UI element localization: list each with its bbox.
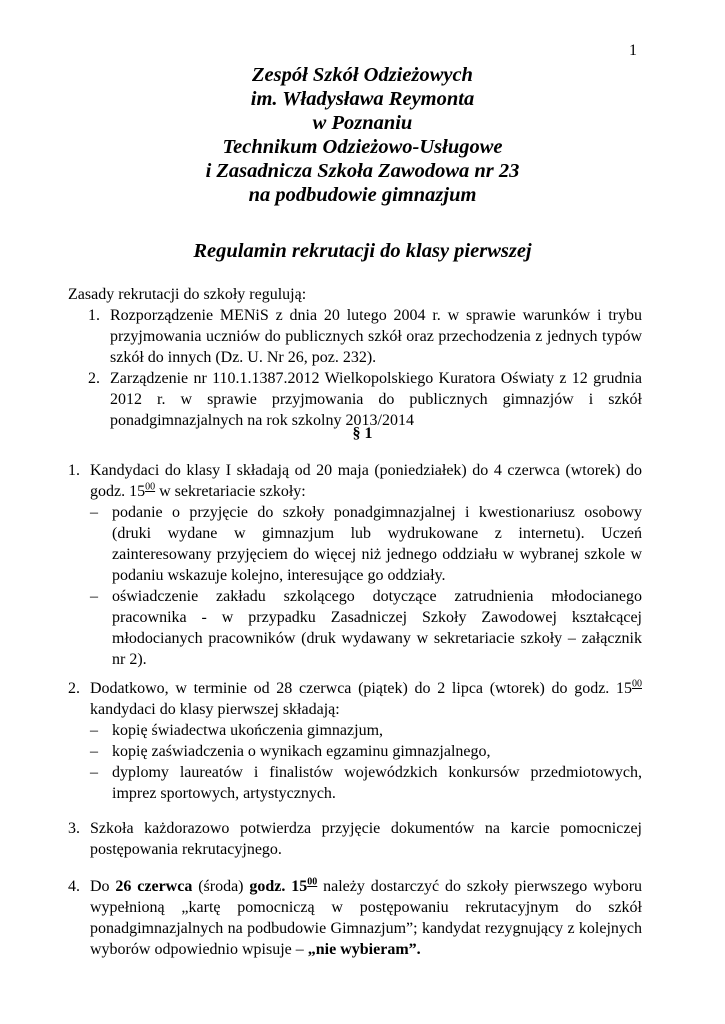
list-item [90, 762, 642, 804]
list-item [88, 305, 642, 368]
paragraph-4 [68, 876, 642, 960]
list-item [90, 502, 642, 586]
dash-bullet-icon: – [90, 504, 98, 521]
intro-list [88, 305, 642, 431]
bullet-list [90, 502, 642, 670]
text-part: kandydaci do klasy pierwszej składają: [90, 701, 340, 718]
school-header [0, 63, 725, 207]
list-item-number: 1. [88, 307, 100, 324]
dash-bullet-icon: – [90, 764, 98, 781]
bold-phrase: „nie wybieram”. [307, 941, 421, 958]
header-line: Technikum Odzieżowo-Usługowe [222, 136, 503, 158]
list-item-text: Zarządzenie nr 110.1.1387.2012 Wielkopolskiego Kuratora Oświaty z 12 grudnia 2012 r. w sprawie przyjmowania do publicznych gimnazjów i szkół ponadgimnazjalnych na rok szkolny 2013/2014 [110, 370, 642, 429]
text-part: Do [90, 878, 116, 895]
intro-section [68, 284, 642, 431]
superscript: 00 [632, 678, 642, 690]
bullet-text: podanie o przyjęcie do szkoły ponadgimnazjalnej i kwestionariusz osobowy (druki wydane w gimnazjum lub wydrukowane z internetu). Uczeń zainteresowany przyjęciem do więcej niż jednego oddziału w wybranej szkole w podaniu wskazuje kolejno, interesujące go oddziały. [112, 504, 642, 584]
paragraph-text: Szkoła każdorazowo potwierdza przyjęcie dokumentów na karcie pomocniczej postępowania rekrutacyjnego. [90, 820, 642, 858]
header-line: Zespół Szkół Odzieżowych [252, 64, 473, 86]
list-item [90, 720, 642, 741]
text-part: Kandydaci do klasy I składają od 20 maja (poniedziałek) do 4 czerwca (wtorek) do godz. 15 [90, 462, 642, 500]
section-heading: § 1 [352, 425, 373, 442]
paragraph-3 [68, 818, 642, 860]
list-item [90, 586, 642, 670]
paragraph-text [90, 678, 642, 720]
paragraph-number: 1. [68, 462, 80, 479]
paragraph-number: 4. [68, 878, 80, 895]
header-line: w Poznaniu [312, 112, 413, 134]
bullet-text: dyplomy laureatów i finalistów wojewódzkich konkursów przedmiotowych, imprez sportowych, artystycznych. [112, 764, 642, 802]
bold-date: 26 czerwca [115, 878, 193, 895]
paragraph-number: 2. [68, 680, 80, 697]
text-part: w sekretariacie szkoły: [155, 483, 306, 500]
text-part: (środa) [192, 878, 250, 895]
bullet-list [90, 720, 642, 804]
dash-bullet-icon: – [90, 743, 98, 760]
dash-bullet-icon: – [90, 722, 98, 739]
intro-lead: Zasady rekrutacji do szkoły regulują: [68, 286, 307, 303]
document-title: Regulamin rekrutacji do klasy pierwszej [193, 240, 532, 262]
header-line: na podbudowie gimnazjum [248, 184, 477, 206]
bold-time: godz. 15 [249, 878, 308, 895]
paragraph-text [90, 460, 642, 502]
header-line: im. Władysława Reymonta [250, 88, 475, 110]
paragraph-1 [68, 460, 642, 670]
dash-bullet-icon: – [90, 588, 98, 605]
text-part: należy dostarczyć do szkoły pierwszego wyboru wypełnioną „kartę pomocniczą w postępowaniu rekrutacyjnym do szkół ponadgimnazjalnych na podbudowie Gimnazjum”; kandydat rezygnujący z kolejnych wyborów odpowiednio wpisuje – [90, 878, 643, 958]
paragraph-2 [68, 678, 642, 804]
bullet-text: kopię świadectwa ukończenia gimnazjum, [112, 722, 384, 739]
text-part: Dodatkowo, w terminie od 28 czerwca (piątek) do 2 lipca (wtorek) do godz. 15 [90, 680, 632, 697]
list-item-number: 2. [88, 370, 100, 387]
page-number: 1 [629, 42, 637, 59]
list-item-text: Rozporządzenie MENiS z dnia 20 lutego 2004 r. w sprawie warunków i trybu przyjmowania uczniów do publicznych szkół oraz przechodzenia z jednych typów szkół do innych (Dz. U. Nr 26, poz. 232). [110, 307, 642, 366]
bullet-text: kopię zaświadczenia o wynikach egzaminu gimnazjalnego, [112, 743, 491, 760]
paragraph-text [90, 876, 642, 960]
paragraph-number: 3. [68, 820, 80, 837]
superscript: 00 [307, 876, 318, 888]
superscript: 00 [145, 481, 156, 493]
header-line: i Zasadnicza Szkoła Zawodowa nr 23 [205, 160, 520, 182]
list-item [88, 368, 642, 431]
list-item [90, 741, 642, 762]
bullet-text: oświadczenie zakładu szkolącego dotyczące zatrudnienia młodocianego pracownika - w przypadku Zasadniczej Szkoły Zawodowej kształcącej młodocianych pracowników (druk wydawany w sekretariacie szkoły – załącznik nr 2). [112, 588, 642, 668]
